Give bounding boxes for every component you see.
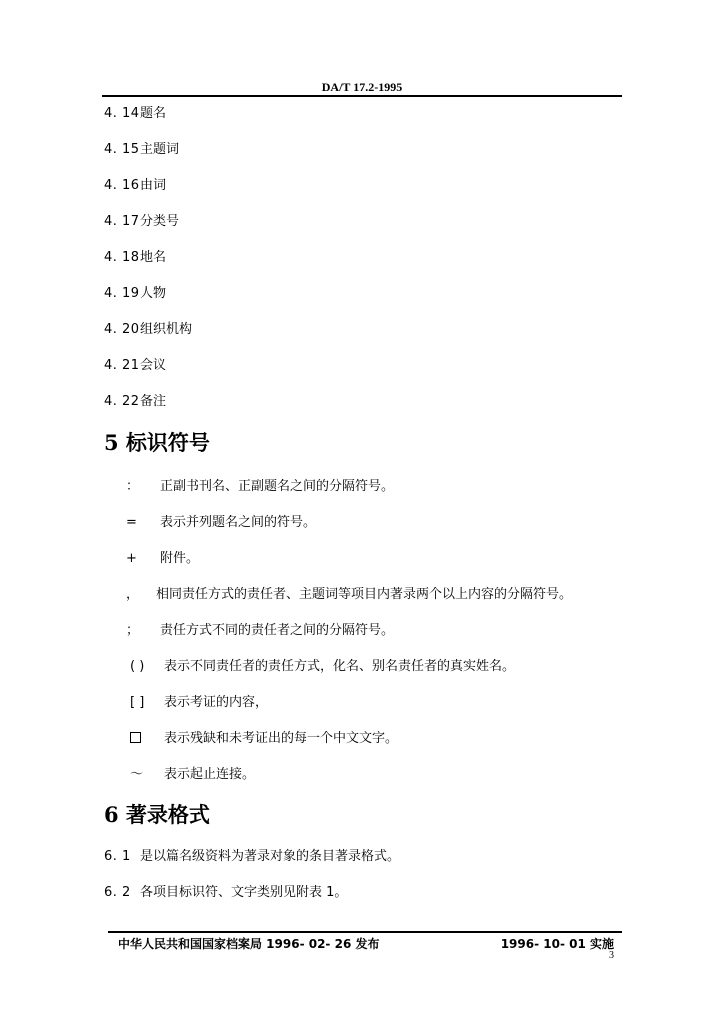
- clause: [104, 848, 400, 866]
- symbol-description: 责任方式不同的责任者之间的分隔符号。: [160, 623, 395, 638]
- section-heading: 6 著录格式: [104, 802, 210, 827]
- item-label: 地名: [140, 250, 167, 265]
- item-label: 分类号: [140, 214, 180, 229]
- symbol-glyph: ～: [130, 767, 144, 782]
- header-rule: [102, 95, 622, 97]
- item-label: 由词: [140, 178, 167, 193]
- item-number: 4. 22: [104, 394, 140, 409]
- symbol-row: [130, 694, 268, 712]
- list-item: [104, 286, 166, 302]
- list-item: [104, 358, 166, 374]
- symbol-description: 附件。: [160, 551, 200, 566]
- item-label: 组织机构: [140, 322, 193, 337]
- symbol-description: 表示起止连接。: [164, 767, 256, 782]
- symbol-glyph: [ ]: [130, 695, 145, 710]
- symbol-row: [126, 586, 572, 604]
- symbol-description: 表示考证的内容，: [164, 695, 269, 710]
- symbol-row: [126, 550, 199, 568]
- clause-text: 各项目标识符、文字类别见附表 1。: [140, 885, 348, 900]
- clause: [104, 884, 347, 902]
- list-item: [104, 250, 166, 266]
- item-number: 4. 15: [104, 142, 140, 157]
- symbol-description: 相同责任方式的责任者、主题词等项目内著录两个以上内容的分隔符号。: [156, 587, 573, 602]
- symbol-glyph: ；: [126, 623, 140, 638]
- symbol-row: [126, 622, 394, 640]
- list-item: [104, 322, 192, 338]
- symbol-description: 正副书刊名、正副题名之间的分隔符号。: [160, 479, 395, 494]
- clause-number: 6. 2: [104, 885, 131, 900]
- symbol-description: 表示并列题名之间的符号。: [160, 515, 317, 530]
- symbol-glyph: ，: [126, 587, 140, 602]
- symbol-row: [130, 766, 255, 784]
- symbol-row: [126, 514, 316, 532]
- symbol-row: [126, 478, 394, 496]
- item-label: 主题词: [140, 142, 180, 157]
- symbol-description: 表示不同责任者的责任方式，化名、别名责任者的真实姓名。: [164, 659, 516, 674]
- symbol-glyph: +: [126, 551, 137, 566]
- symbol-row: [130, 658, 515, 676]
- effective-statement: 1996- 10- 01 实施: [500, 937, 614, 951]
- item-number: 4. 20: [104, 322, 140, 337]
- list-item: [104, 142, 179, 158]
- item-number: 4. 17: [104, 214, 140, 229]
- list-item: [104, 394, 166, 410]
- symbol-glyph: =: [126, 515, 137, 530]
- symbol-description: 表示残缺和未考证出的每一个中文文字。: [164, 731, 399, 746]
- symbol-glyph: ：: [126, 479, 140, 494]
- footer-rule: [108, 931, 622, 933]
- section-heading: 5 标识符号: [104, 430, 210, 455]
- empty-square-icon: [130, 730, 164, 748]
- item-number: 4. 14: [104, 106, 140, 121]
- item-number: 4. 16: [104, 178, 140, 193]
- item-label: 人物: [140, 286, 167, 301]
- list-item: [104, 178, 166, 194]
- item-label: 备注: [140, 394, 167, 409]
- page-number: 3: [609, 950, 614, 961]
- item-label: 题名: [140, 106, 167, 121]
- clause-text: 是以篇名级资料为著录对象的条目著录格式。: [140, 849, 401, 864]
- symbol-row: [130, 730, 398, 748]
- item-label: 会议: [140, 358, 167, 373]
- item-number: 4. 19: [104, 286, 140, 301]
- symbol-glyph: ( ): [130, 659, 145, 674]
- list-item: [104, 214, 179, 230]
- item-number: 4. 18: [104, 250, 140, 265]
- clause-number: 6. 1: [104, 849, 131, 864]
- standard-code: DA/T 17.2-1995: [321, 80, 403, 94]
- item-number: 4. 21: [104, 358, 140, 373]
- issue-statement: 中华人民共和国国家档案局 1996- 02- 26 发布: [118, 937, 380, 951]
- list-item: [104, 106, 166, 122]
